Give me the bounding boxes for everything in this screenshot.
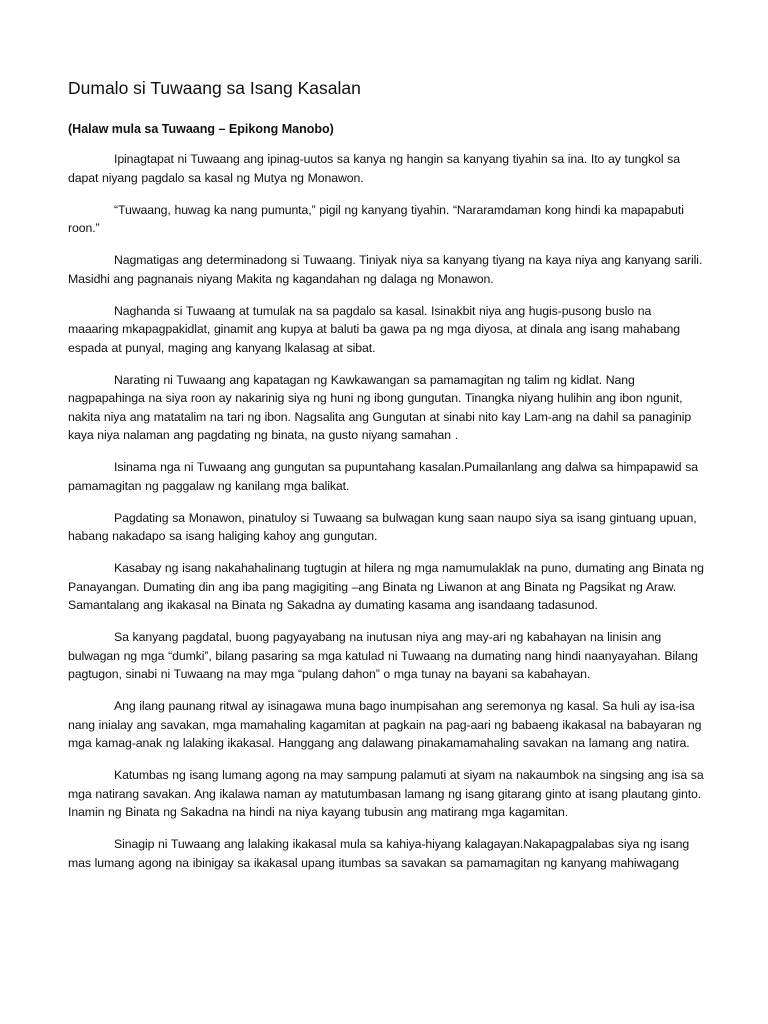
paragraph: Katumbas ng isang lumang agong na may sampung palamuti at siyam na nakaumbok na singsing ang isa sa mga natirang savakan. Ang ikalawa naman ay matutumbasan lamang ng isang gitarang ginto at isang plautang ginto. Inamin ng Binata ng Sakadna na hindi na niya kayang tubusin ang matirang mga kagamitan.: [68, 768, 704, 819]
paragraph: Nagmatigas ang determinadong si Tuwaang. Tiniyak niya sa kanyang tiyang na kaya niya ang kanyang sarili. Masidhi ang pagnanais niyang Makita ng kagandahan ng dalaga ng Monawon.: [68, 253, 703, 286]
paragraph: Naghanda si Tuwaang at tumulak na sa pagdalo sa kasal. Isinakbit niya ang hugis-pusong buslo na maaaring mkapagpakidlat, ginamit ang kupya at baluti ba gawa pa ng mga diyosa, at dinala ang isang mahabang espada at punyal, maging ang kanyang lkalasag at sibat.: [68, 303, 681, 355]
document-title: Dumalo si Tuwaang sa Isang Kasalan: [68, 78, 361, 98]
paragraph: Pagdating sa Monawon, pinatuloy si Tuwaang sa bulwagan kung saan naupo siya sa isang gintuang upuan, habang nakadapo sa isang haliging kahoy ang gungutan.: [68, 510, 697, 543]
paragraph: Kasabay ng isang nakahahalinang tugtugin at hilera ng mga namumulaklak na puno, dumating ang Binata ng Panayangan. Dumating din ang iba pang magigiting –ang Binata ng Liwanon at ang Binata ng Pagsikat ng Araw. Samantalang ang ikakasal na Binata ng Sakadna ay dumating kasama ang isandaang tadasunod.: [68, 561, 704, 612]
paragraph: “Tuwaang, huwag ka nang pumunta,” pigil ng kanyang tiyahin. “Nararamdaman kong hindi ka mapapabuti roon.”: [68, 202, 684, 235]
paragraph: Ang ilang paunang ritwal ay isinagawa muna bago inumpisahan ang seremonya ng kasal. Sa huli ay isa-isa nang inialay ang savakan, mga mamahaling kagamitan at pagkain na pag-aari ng babaeng ikakasal na babayaran ng mga kamag-anak ng lalaking ikakasal. Hanggang ang dalawang pinakamamahaling savakan na lamang ang natira.: [68, 699, 702, 750]
document-body: [68, 76, 704, 886]
paragraph: Sinagip ni Tuwaang ang lalaking ikakasal mula sa kahiya-hiyang kalagayan.Nakapagpalabas siya ng isang mas lumang agong na ibinigay sa ikakasal upang itumbas sa savakan sa pamamagitan ng kanyang mahiwagang: [68, 837, 690, 870]
paragraph: Narating ni Tuwaang ang kapatagan ng Kawkawangan sa pamamagitan ng talim ng kidlat. Nang nagpapahinga na siya roon ay nakarinig siya ng huni ng ibong gungutan. Tinangka niyang hulihin ang ibon ngunit, nakita niya ang matatalim na tari ng ibon. Nagsalita ang Gungutan at sinabi nito kay Lam-ang na dahil sa panaginip kaya niya nalaman ang pagdating ng binata, na gusto niyang samahan .: [68, 372, 692, 442]
paragraph: Sa kanyang pagdatal, buong pagyayabang na inutusan niya ang may-ari ng kabahayan na linisin ang bulwagan ng mga “dumki”, bilang pasaring sa mga katulad ni Tuwaang na dumating nang hindi naanyayahan. Bilang pagtugon, sinabi ni Tuwaang na may mga “pulang dahon” o mga tunay na bayani sa kabahayan.: [68, 630, 698, 681]
paragraph: Ipinagtapat ni Tuwaang ang ipinag-uutos sa kanya ng hangin sa kanyang tiyahin sa ina. Ito ay tungkol sa dapat niyang pagdalo sa kasal ng Mutya ng Monawon.: [68, 152, 680, 185]
document-subtitle: (Halaw mula sa Tuwaang – Epikong Manobo): [68, 122, 334, 136]
paragraph: Isinama nga ni Tuwaang ang gungutan sa pupuntahang kasalan.Pumailanlang ang dalwa sa himpapawid sa pamamagitan ng paggalaw ng kanilang mga balikat.: [68, 460, 699, 493]
